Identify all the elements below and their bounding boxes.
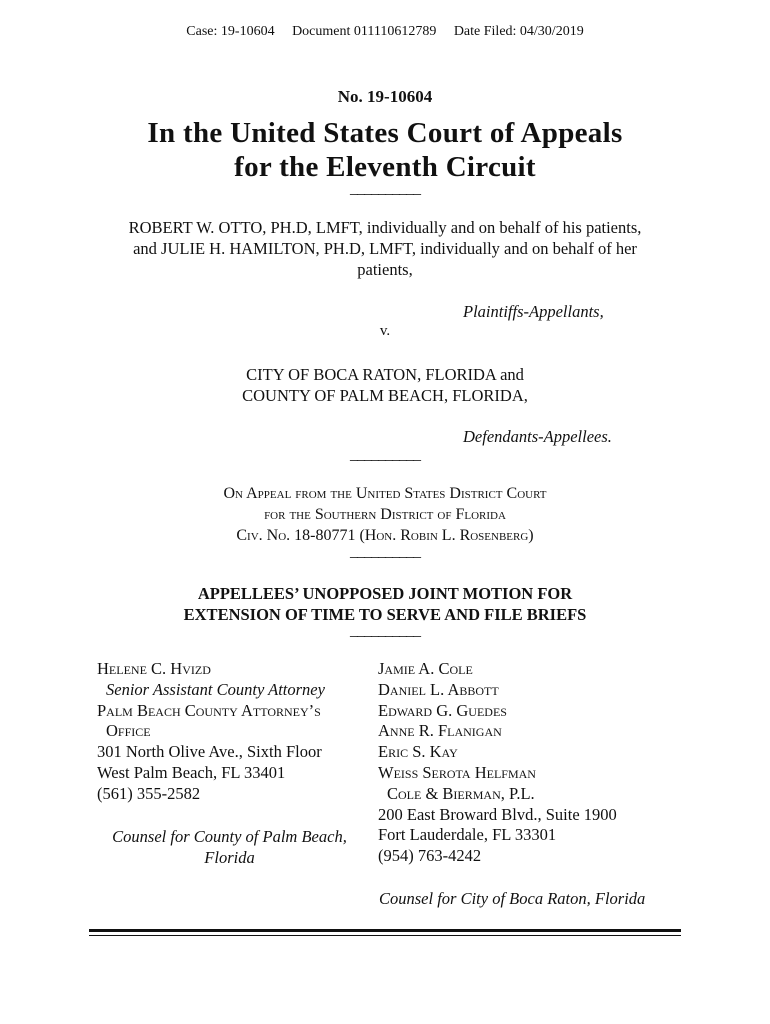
- county-address-line1: 301 North Olive Ave., Sixth Floor: [97, 742, 322, 762]
- county-attorney-title: Senior Assistant County Attorney: [106, 679, 325, 699]
- bottom-rule-thick: [89, 929, 681, 932]
- city-attorney-name-1: Jamie A. Cole: [378, 659, 473, 678]
- separator-4: __________: [350, 622, 420, 639]
- city-firm-line1: Weiss Serota Helfman: [378, 762, 536, 782]
- plaintiffs-role: Plaintiffs-Appellants,: [463, 302, 604, 321]
- motion-title-line2: EXTENSION OF TIME TO SERVE AND FILE BRIEFS: [183, 605, 587, 624]
- county-counsel-for-line1: Counsel for County of Palm Beach,: [112, 827, 347, 846]
- county-office-line2: Office: [106, 721, 151, 741]
- defendants-role: Defendants-Appellees.: [463, 427, 612, 446]
- court-name-line1: In the United States Court of Appeals: [147, 117, 623, 149]
- plaintiffs-line1: ROBERT W. OTTO, PH.D, LMFT, individually and on behalf of his patients,: [128, 218, 642, 237]
- separator-1: __________: [350, 180, 420, 197]
- separator-2: __________: [350, 446, 420, 463]
- plaintiffs-line2: and JULIE H. HAMILTON, PH.D, LMFT, individually and on behalf of her: [133, 239, 637, 258]
- county-attorney-name: Helene C. Hvizd: [97, 659, 211, 678]
- defendants-block: [0, 364, 770, 406]
- county-counsel-for-line2: Florida: [204, 847, 255, 867]
- county-phone: (561) 355-2582: [97, 783, 201, 803]
- city-attorney-name-3: Edward G. Guedes: [378, 700, 507, 720]
- city-address-line2: Fort Lauderdale, FL 33301: [378, 825, 557, 845]
- plaintiffs-line3: patients,: [357, 260, 413, 279]
- plaintiffs-block: [0, 217, 770, 280]
- versus: v.: [379, 323, 391, 339]
- city-attorney-name-5: Eric S. Kay: [378, 742, 458, 762]
- city-firm-line2: Cole & Bierman, P.L.: [387, 783, 535, 803]
- city-attorney-name-4: Anne R. Flanigan: [378, 721, 502, 741]
- appeal-line3: Civ. No. 18-80771 (Hon. Robin L. Rosenberg): [236, 527, 534, 544]
- city-phone: (954) 763-4242: [378, 846, 482, 866]
- county-counsel-block: [97, 659, 325, 805]
- county-counsel-for: [97, 827, 362, 869]
- motion-title-line1: APPELLEES’ UNOPPOSED JOINT MOTION FOR: [197, 584, 573, 603]
- city-address-line1: 200 East Broward Blvd., Suite 1900: [378, 804, 617, 824]
- motion-title: [0, 583, 770, 625]
- defendants-line2: COUNTY OF PALM BEACH, FLORIDA,: [242, 386, 528, 405]
- appeal-line2: for the Southern District of Florida: [264, 506, 506, 523]
- docket-number: No. 19-10604: [337, 87, 433, 106]
- appeal-line1: On Appeal from the United States District Court: [223, 485, 547, 502]
- county-office-line1: Palm Beach County Attorney’s: [97, 700, 321, 720]
- appeal-block: [0, 483, 770, 546]
- case-header: Case: 19-10604 Document 011110612789 Date Filed: 04/30/2019: [186, 24, 584, 39]
- county-address-line2: West Palm Beach, FL 33401: [97, 762, 286, 782]
- city-attorney-name-2: Daniel L. Abbott: [378, 679, 499, 699]
- separator-3: __________: [350, 543, 420, 560]
- city-counsel-for: Counsel for City of Boca Raton, Florida: [379, 889, 646, 908]
- bottom-rule-thin: [89, 935, 681, 936]
- court-name-line2: for the Eleventh Circuit: [234, 151, 536, 183]
- city-counsel-block: [378, 659, 617, 867]
- defendants-line1: CITY OF BOCA RATON, FLORIDA and: [246, 365, 524, 384]
